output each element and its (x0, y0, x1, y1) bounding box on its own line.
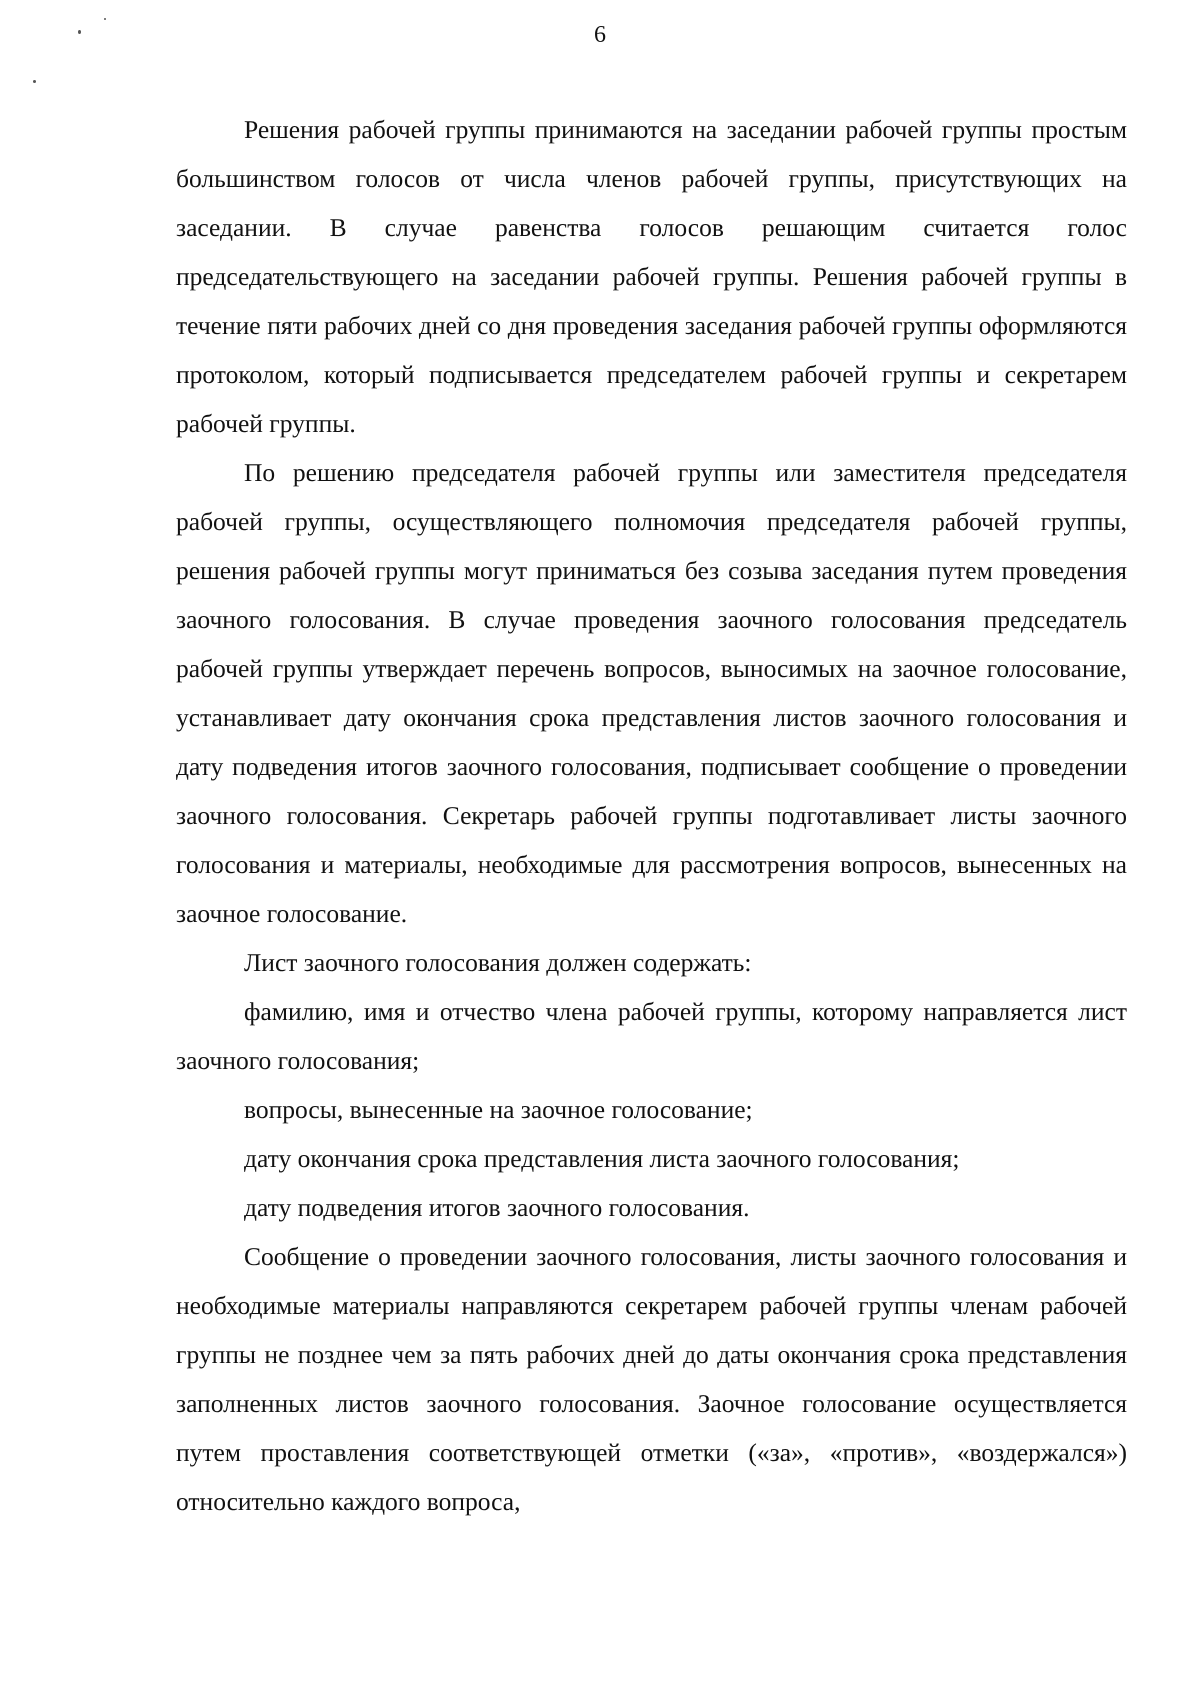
paragraph-absentee-voting: По решению председателя рабочей группы или заместителя председателя рабочей группы, осуществляющего полномочия председателя рабочей группы, решения рабочей группы могут приниматься без созыва заседания путем проведения заочного голосования. В случае проведения заочного голосования председатель рабочей группы утверждает перечень вопросов, выносимых на заочное голосование, устанавливает дату окончания срока представления листов заочного голосования и дату подведения итогов заочного голосования, подписывает сообщение о проведении заочного голосования. Секретарь рабочей группы подготавливает листы заочного голосования и материалы, необходимые для рассмотрения вопросов, вынесенных на заочное голосование. (176, 458, 1127, 928)
document-body (176, 105, 1127, 1526)
scan-speck (33, 80, 36, 83)
list-item-questions: вопросы, вынесенные на заочное голосование; (244, 1095, 753, 1124)
list-item-deadline-date: дату окончания срока представления листа заочного голосования; (244, 1144, 960, 1173)
list-item-results-date: дату подведения итогов заочного голосования. (244, 1193, 750, 1222)
paragraph-ballot-contents: Лист заочного голосования должен содержать: (244, 948, 752, 977)
paragraph-notice-dispatch: Сообщение о проведении заочного голосования, листы заочного голосования и необходимые материалы направляются секретарем рабочей группы членам рабочей группы не позднее чем за пять рабочих дней до даты окончания срока представления заполненных листов заочного голосования. Заочное голосование осуществляется путем проставления соответствующей отметки («за», «против», «воздержался») относительно каждого вопроса, (176, 1242, 1127, 1516)
scan-speck (78, 30, 81, 34)
paragraph-decisions: Решения рабочей группы принимаются на заседании рабочей группы простым большинством голосов от числа членов рабочей группы, присутствующих на заседании. В случае равенства голосов решающим считается голос председательствующего на заседании рабочей группы. Решения рабочей группы в течение пяти рабочих дней со дня проведения заседания рабочей группы оформляются протоколом, который подписывается председателем рабочей группы и секретарем рабочей группы. (176, 115, 1127, 438)
list-item-member-name: фамилию, имя и отчество члена рабочей группы, которому направляется лист заочного голосования; (176, 997, 1127, 1075)
page-number: 6 (594, 22, 606, 48)
scan-speck (104, 18, 106, 20)
